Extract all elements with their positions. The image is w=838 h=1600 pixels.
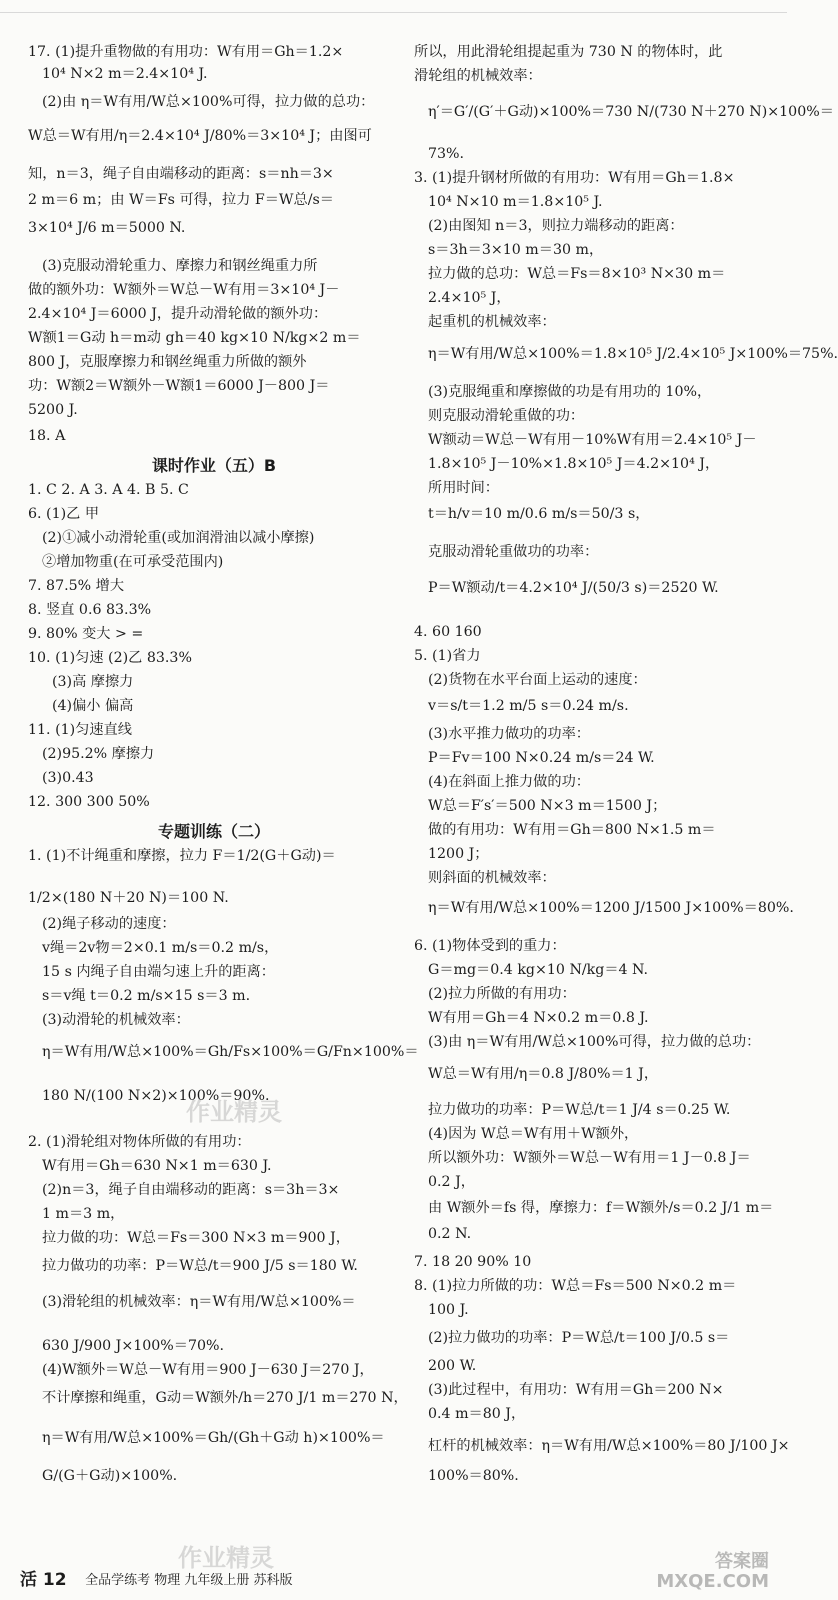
- answer-line: 拉力做的功：W总＝Fs＝300 N×3 m＝900 J，: [42, 1230, 350, 1246]
- answer-line: (3)0.43: [42, 770, 94, 786]
- answer-line: 180 N/(100 N×2)×100%＝90%.: [42, 1088, 270, 1104]
- answer-line: 11. (1)匀速直线: [28, 722, 132, 738]
- answer-line: 0.4 m＝80 J，: [428, 1406, 526, 1422]
- answer-line: 10. (1)匀速 (2)乙 83.3%: [28, 650, 192, 666]
- answer-line: W总＝W有用/η＝0.8 J/80%＝1 J，: [428, 1066, 659, 1082]
- answer-line: 杠杆的机械效率：η＝W有用/W总×100%＝80 J/100 J×: [428, 1438, 790, 1454]
- answer-line: 拉力做的总功：W总＝Fs＝8×10³ N×30 m＝: [428, 266, 726, 282]
- answer-line: 所以额外功：W额外＝W总－W有用＝1 J－0.8 J＝: [428, 1150, 751, 1166]
- answer-line: 做的额外功：W额外＝W总－W有用＝3×10⁴ J－: [28, 282, 340, 298]
- answer-line: s＝3h＝3×10 m＝30 m，: [428, 242, 604, 258]
- page-footer: [20, 1572, 760, 1596]
- answer-line: (4)W额外＝W总－W有用＝900 J－630 J＝270 J，: [42, 1362, 374, 1378]
- answer-line: (2)n＝3，绳子自由端移动的距离：s＝3h＝3×: [42, 1182, 340, 1198]
- answer-line: 800 J，克服摩擦力和钢丝绳重力所做的额外: [28, 354, 307, 370]
- answer-line: 17. (1)提升重物做的有用功：W有用＝Gh＝1.2×: [28, 44, 344, 60]
- answer-line: 0.2 J，: [428, 1174, 475, 1190]
- answer-line: (2)由图知 n＝3，则拉力端移动的距离：: [428, 218, 684, 234]
- answer-line: 200 W.: [428, 1358, 477, 1374]
- answer-line: 所以，用此滑轮组提起重为 730 N 的物体时，此: [414, 44, 723, 60]
- answer-line: (2)由 η＝W有用/W总×100%可得，拉力做的总功：: [42, 94, 375, 110]
- answer-line: (3)滑轮组的机械效率：η＝W有用/W总×100%＝: [42, 1294, 356, 1310]
- answer-line: 0.2 N.: [428, 1226, 472, 1242]
- answer-line: 起重机的机械效率：: [428, 314, 556, 330]
- answer-line: 8. (1)拉力所做的功：W总＝Fs＝500 N×0.2 m＝: [414, 1278, 737, 1294]
- answer-line: G/(G＋G动)×100%.: [42, 1468, 178, 1484]
- answer-line: 8. 竖直 0.6 83.3%: [28, 602, 152, 618]
- answer-line: 3. (1)提升钢材所做的有用功：W有用＝Gh＝1.8×: [414, 170, 735, 186]
- section-heading: 专题训练（二）: [157, 822, 270, 841]
- answer-line: t＝h/v＝10 m/0.6 m/s＝50/3 s，: [428, 506, 650, 522]
- answer-line: 1200 J；: [428, 846, 489, 862]
- answer-line: 所用时间：: [428, 480, 499, 496]
- answer-line: (3)此过程中，有用功：W有用＝Gh＝200 N×: [428, 1382, 724, 1398]
- answer-line: (3)克服绳重和摩擦做的功是有用功的 10%，: [428, 384, 712, 400]
- watermark-site-url: MXQE.COM: [656, 1570, 769, 1592]
- answer-line: 3×10⁴ J/6 m＝5000 N.: [28, 220, 186, 236]
- answer-line: W总＝W有用/η＝2.4×10⁴ J/80%＝3×10⁴ J；由图可: [28, 128, 372, 144]
- answer-line: 滑轮组的机械效率：: [414, 68, 542, 84]
- answer-line: 知，n＝3，绳子自由端移动的距离：s＝nh＝3×: [28, 166, 334, 182]
- answer-line: (2)拉力所做的有用功：: [428, 986, 576, 1002]
- answer-line: 18. A: [28, 428, 66, 444]
- answer-line: 7. 18 20 90% 10: [414, 1254, 532, 1270]
- answer-line: (2)①减小动滑轮重(或加润滑油以减小摩擦): [42, 530, 315, 546]
- answer-line: 12. 300 300 50%: [28, 794, 150, 810]
- answer-line: 100 J.: [428, 1302, 469, 1318]
- watermark-stamp: 作业精灵: [186, 1098, 282, 1126]
- answer-line: η＝W有用/W总×100%＝Gh/(Gh＋G动 h)×100%＝: [42, 1430, 385, 1446]
- answer-line: W总＝F′s′＝500 N×3 m＝1500 J；: [428, 798, 667, 814]
- answer-line: 1. (1)不计绳重和摩擦，拉力 F＝1/2(G＋G动)＝: [28, 848, 336, 864]
- answer-line: η＝W有用/W总×100%＝Gh/Fs×100%＝G/Fn×100%＝: [42, 1044, 419, 1060]
- answer-line: 100%＝80%.: [428, 1468, 519, 1484]
- answer-line: P＝Fv＝100 N×0.24 m/s＝24 W.: [428, 750, 655, 766]
- answer-line: η＝W有用/W总×100%＝1.8×10⁵ J/2.4×10⁵ J×100%＝75%.: [428, 346, 838, 362]
- answer-line: W有用＝Gh＝4 N×0.2 m＝0.8 J.: [428, 1010, 649, 1026]
- answer-line: (2)95.2% 摩擦力: [42, 746, 155, 762]
- section-heading: 课时作业（五）B: [151, 456, 277, 475]
- answer-line: 拉力做功的功率：P＝W总/t＝900 J/5 s＝180 W.: [42, 1258, 358, 1274]
- answer-line: (3)由 η＝W有用/W总×100%可得，拉力做的总功：: [428, 1034, 761, 1050]
- answer-line: (2)绳子移动的速度：: [42, 916, 176, 932]
- answer-line: v＝s/t＝1.2 m/5 s＝0.24 m/s.: [428, 698, 629, 714]
- top-rule: [0, 12, 787, 13]
- page-number: 活 12: [20, 1570, 67, 1590]
- answer-line: 73%.: [428, 146, 465, 162]
- answer-line: s＝v绳 t＝0.2 m/s×15 s＝3 m.: [42, 988, 251, 1004]
- answer-line: W额动＝W总－W有用－10%W有用＝2.4×10⁵ J－: [428, 432, 757, 448]
- answer-line: 则斜面的机械效率：: [428, 870, 556, 886]
- answer-line: W额1＝G动 h＝m动 gh＝40 kg×10 N/kg×2 m＝: [28, 330, 361, 346]
- book-title: 全品学练考 物理 九年级上册 苏科版: [85, 1573, 293, 1588]
- answer-line: v绳＝2v物＝2×0.1 m/s＝0.2 m/s，: [42, 940, 279, 956]
- answer-line: 1.8×10⁵ J－10%×1.8×10⁵ J＝4.2×10⁴ J，: [428, 456, 720, 472]
- answer-line: (4)偏小 偏高: [52, 698, 134, 714]
- answer-line: 10⁴ N×2 m＝2.4×10⁴ J.: [42, 66, 208, 82]
- watermark-site-cn: 答案圈: [715, 1551, 769, 1572]
- answer-line: 7. 87.5% 增大: [28, 578, 125, 594]
- answer-line: 由 W额外＝fs 得，摩擦力：f＝W额外/s＝0.2 J/1 m＝: [428, 1200, 774, 1216]
- answer-line: (3)动滑轮的机械效率：: [42, 1012, 190, 1028]
- answer-line: G＝mg＝0.4 kg×10 N/kg＝4 N.: [428, 962, 649, 978]
- answer-line: η′＝G′/(G′＋G动)×100%＝730 N/(730 N＋270 N)×100%＝: [428, 104, 834, 120]
- answer-line: 做的有用功：W有用＝Gh＝800 N×1.5 m＝: [428, 822, 716, 838]
- answer-line: 1/2×(180 N＋20 N)＝100 N.: [28, 890, 229, 906]
- answer-line: (4)在斜面上推力做的功：: [428, 774, 590, 790]
- watermark-stamp: 作业精灵: [178, 1544, 274, 1572]
- answer-line: (4)因为 W总＝W有用＋W额外，: [428, 1126, 639, 1142]
- answer-line: 功：W额2＝W额外－W额1＝6000 J－800 J＝: [28, 378, 330, 394]
- answer-line: 6. (1)物体受到的重力：: [414, 938, 566, 954]
- answer-line: 1. C 2. A 3. A 4. B 5. C: [28, 482, 189, 498]
- answer-line: 拉力做功的功率：P＝W总/t＝1 J/4 s＝0.25 W.: [428, 1102, 731, 1118]
- answer-line: W有用＝Gh＝630 N×1 m＝630 J.: [42, 1158, 272, 1174]
- answer-line: 不计摩擦和绳重，G动＝W额外/h＝270 J/1 m＝270 N，: [42, 1390, 408, 1406]
- answer-line: 2.4×10⁵ J，: [428, 290, 511, 306]
- answer-line: 2. (1)滑轮组对物体所做的有用功：: [28, 1134, 251, 1150]
- answer-line: (2)拉力做功的功率：P＝W总/t＝100 J/0.5 s＝: [428, 1330, 730, 1346]
- answer-line: η＝W有用/W总×100%＝1200 J/1500 J×100%＝80%.: [428, 900, 794, 916]
- answer-line: 5. (1)省力: [414, 648, 481, 664]
- answer-line: 克服动滑轮重做功的功率：: [428, 544, 599, 560]
- answer-line: 4. 60 160: [414, 624, 482, 640]
- answer-line: ②增加物重(在可承受范围内): [42, 554, 224, 570]
- answer-line: (3)克服动滑轮重力、摩擦力和钢丝绳重力所: [42, 258, 318, 274]
- answer-line: 630 J/900 J×100%＝70%.: [42, 1338, 225, 1354]
- answer-line: 2 m＝6 m；由 W＝Fs 可得，拉力 F＝W总/s＝: [28, 192, 334, 208]
- answer-line: 则克服动滑轮重做的功：: [428, 408, 585, 424]
- answer-line: 10⁴ N×10 m＝1.8×10⁵ J.: [428, 194, 603, 210]
- answer-line: (3)水平推力做功的功率：: [428, 726, 590, 742]
- answer-line: 9. 80% 变大 > =: [28, 626, 144, 642]
- answer-line: 1 m＝3 m，: [42, 1206, 125, 1222]
- answer-line: 15 s 内绳子自由端匀速上升的距离：: [42, 964, 275, 980]
- answer-line: (2)货物在水平台面上运动的速度：: [428, 672, 647, 688]
- answer-line: (3)高 摩擦力: [52, 674, 134, 690]
- answer-line: 2.4×10⁴ J＝6000 J，提升动滑轮做的额外功：: [28, 306, 328, 322]
- answer-line: 6. (1)乙 甲: [28, 506, 100, 522]
- answer-line: 5200 J.: [28, 402, 78, 418]
- answer-line: P＝W额动/t＝4.2×10⁴ J/(50/3 s)＝2520 W.: [428, 580, 719, 596]
